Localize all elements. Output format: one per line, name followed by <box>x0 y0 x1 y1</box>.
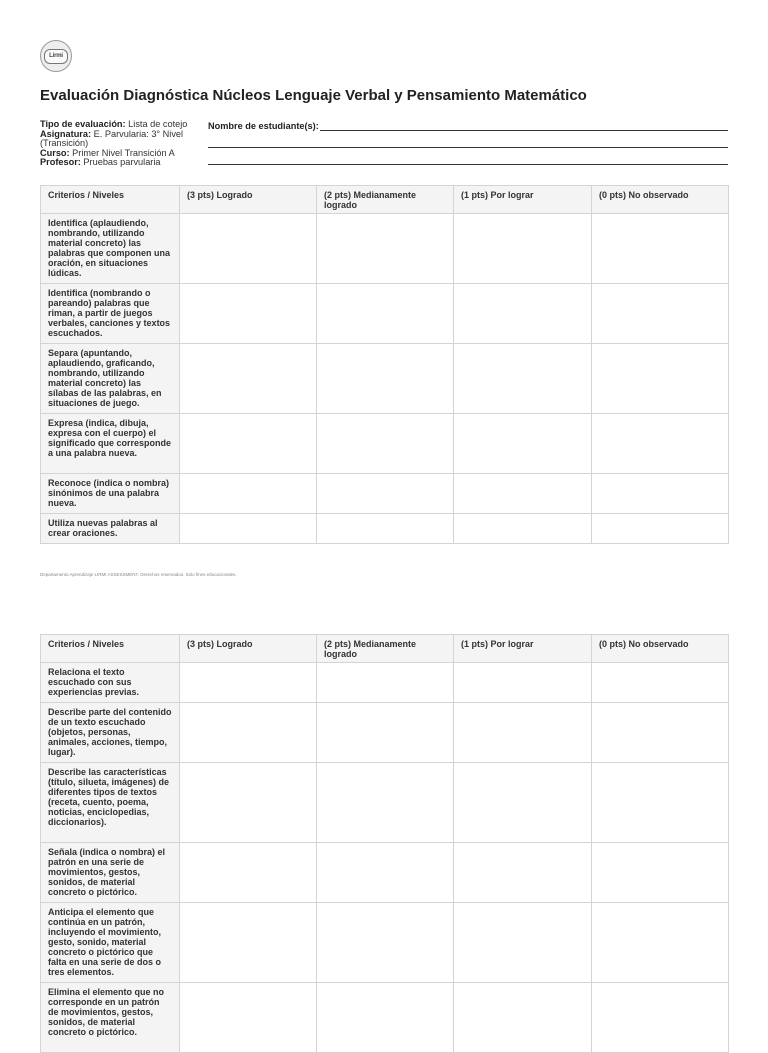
table-row <box>41 214 729 284</box>
criterion-cell: Elimina el elemento que no corresponde en un patrón de movimientos, gestos, sonidos, de material concreto o pictórico. <box>41 983 180 1053</box>
table-row <box>41 414 729 474</box>
meta-profesor: Profesor: Pruebas parvularia <box>40 157 161 167</box>
score-cell[interactable] <box>180 284 317 344</box>
score-cell[interactable] <box>180 514 317 544</box>
header-logrado: (3 pts) Logrado <box>180 186 317 214</box>
criterion-cell: Identifica (nombrando o pareando) palabras que riman, a partir de juegos verbales, canciones y textos escuchados. <box>41 284 180 344</box>
rubric-table-2 <box>40 634 729 1053</box>
score-cell[interactable] <box>454 514 592 544</box>
score-cell[interactable] <box>180 903 317 983</box>
document-title: Evaluación Diagnóstica Núcleos Lenguaje Verbal y Pensamiento Matemático <box>40 87 587 104</box>
score-cell[interactable] <box>317 514 454 544</box>
score-cell[interactable] <box>454 903 592 983</box>
score-cell[interactable] <box>592 474 729 514</box>
table-row <box>41 663 729 703</box>
score-cell[interactable] <box>317 843 454 903</box>
table-row <box>41 983 729 1053</box>
score-cell[interactable] <box>454 344 592 414</box>
header-criterios: Criterios / Niveles <box>41 635 180 663</box>
score-cell[interactable] <box>317 663 454 703</box>
score-cell[interactable] <box>592 983 729 1053</box>
score-cell[interactable] <box>454 663 592 703</box>
score-cell[interactable] <box>317 284 454 344</box>
criterion-cell: Describe parte del contenido de un texto escuchado (objetos, personas, animales, acciones, tiempo, lugar). <box>41 703 180 763</box>
table-row <box>41 284 729 344</box>
table-row <box>41 903 729 983</box>
score-cell[interactable] <box>180 344 317 414</box>
score-cell[interactable] <box>180 703 317 763</box>
meta-tipo: Tipo de evaluación: Lista de cotejo <box>40 119 188 129</box>
score-cell[interactable] <box>592 903 729 983</box>
criterion-cell: Identifica (aplaudiendo, nombrando, utilizando material concreto) las palabras que componen una oración, en situaciones lúdicas. <box>41 214 180 284</box>
rubric-table-1 <box>40 185 729 544</box>
score-cell[interactable] <box>454 703 592 763</box>
header-por-lograr: (1 pts) Por lograr <box>454 635 592 663</box>
criterion-cell: Utiliza nuevas palabras al crear oraciones. <box>41 514 180 544</box>
score-cell[interactable] <box>454 284 592 344</box>
table-row <box>41 843 729 903</box>
student-name-line-2[interactable] <box>208 131 728 148</box>
student-name-label: Nombre de estudiante(s): <box>208 121 319 131</box>
score-cell[interactable] <box>317 903 454 983</box>
score-cell[interactable] <box>180 983 317 1053</box>
header-medianamente: (2 pts) Medianamente logrado <box>317 186 454 214</box>
meta-asignatura: Asignatura: E. Parvularia: 3° Nivel (Transición) <box>40 128 184 148</box>
logo-text: Lirmi <box>44 49 68 64</box>
score-cell[interactable] <box>592 763 729 843</box>
header-no-observado: (0 pts) No observado <box>592 186 729 214</box>
score-cell[interactable] <box>592 284 729 344</box>
score-cell[interactable] <box>592 344 729 414</box>
score-cell[interactable] <box>317 983 454 1053</box>
score-cell[interactable] <box>454 983 592 1053</box>
score-cell[interactable] <box>592 843 729 903</box>
score-cell[interactable] <box>180 474 317 514</box>
criterion-cell: Reconoce (indica o nombra) sinónimos de una palabra nueva. <box>41 474 180 514</box>
score-cell[interactable] <box>454 474 592 514</box>
student-name-line-1[interactable] <box>320 120 728 131</box>
header-por-lograr: (1 pts) Por lograr <box>454 186 592 214</box>
table-row <box>41 763 729 843</box>
score-cell[interactable] <box>317 703 454 763</box>
score-cell[interactable] <box>592 703 729 763</box>
score-cell[interactable] <box>180 763 317 843</box>
score-cell[interactable] <box>454 414 592 474</box>
table-row <box>41 474 729 514</box>
criterion-cell: Anticipa el elemento que continúa en un patrón, incluyendo el movimiento, gesto, sonido, material concreto o pictórico que falta en una serie de dos o tres elementos. <box>41 903 180 983</box>
score-cell[interactable] <box>180 663 317 703</box>
criterion-cell: Expresa (indica, dibuja, expresa con el cuerpo) el significado que corresponde a una palabra nueva. <box>41 414 180 474</box>
table-row <box>41 703 729 763</box>
score-cell[interactable] <box>592 663 729 703</box>
page-footer: Departamento Aprendizaje LIRMI ASSESSMENT. Derechos reservados. Solo fines educacionales. <box>40 572 237 577</box>
table-header-row <box>41 186 729 214</box>
student-name-line-3[interactable] <box>208 148 728 165</box>
student-name-block <box>208 120 728 165</box>
table-header-row <box>41 635 729 663</box>
score-cell[interactable] <box>592 214 729 284</box>
meta-curso: Curso: Primer Nivel Transición A <box>40 147 175 158</box>
criterion-cell: Relaciona el texto escuchado con sus experiencias previas. <box>41 663 180 703</box>
score-cell[interactable] <box>454 843 592 903</box>
header-logrado: (3 pts) Logrado <box>180 635 317 663</box>
score-cell[interactable] <box>180 214 317 284</box>
score-cell[interactable] <box>317 344 454 414</box>
table-row <box>41 514 729 544</box>
criterion-cell: Separa (apuntando, aplaudiendo, graficando, nombrando, utilizando material concreto) las sílabas de las palabras, en situaciones de juego. <box>41 344 180 414</box>
score-cell[interactable] <box>317 474 454 514</box>
score-cell[interactable] <box>317 763 454 843</box>
score-cell[interactable] <box>592 414 729 474</box>
evaluation-meta <box>40 120 190 168</box>
score-cell[interactable] <box>317 214 454 284</box>
header-medianamente: (2 pts) Medianamente logrado <box>317 635 454 663</box>
score-cell[interactable] <box>180 843 317 903</box>
criterion-cell: Señala (indica o nombra) el patrón en una serie de movimientos, gestos, sonidos, de material concreto o pictórico. <box>41 843 180 903</box>
score-cell[interactable] <box>592 514 729 544</box>
criterion-cell: Describe las características (título, silueta, imágenes) de diferentes tipos de textos (receta, cuento, poema, noticias, enciclopedias, diccionarios). <box>41 763 180 843</box>
score-cell[interactable] <box>180 414 317 474</box>
lirmi-logo <box>40 40 72 72</box>
header-criterios: Criterios / Niveles <box>41 186 180 214</box>
header-no-observado: (0 pts) No observado <box>592 635 729 663</box>
table-row <box>41 344 729 414</box>
score-cell[interactable] <box>454 214 592 284</box>
score-cell[interactable] <box>454 763 592 843</box>
score-cell[interactable] <box>317 414 454 474</box>
